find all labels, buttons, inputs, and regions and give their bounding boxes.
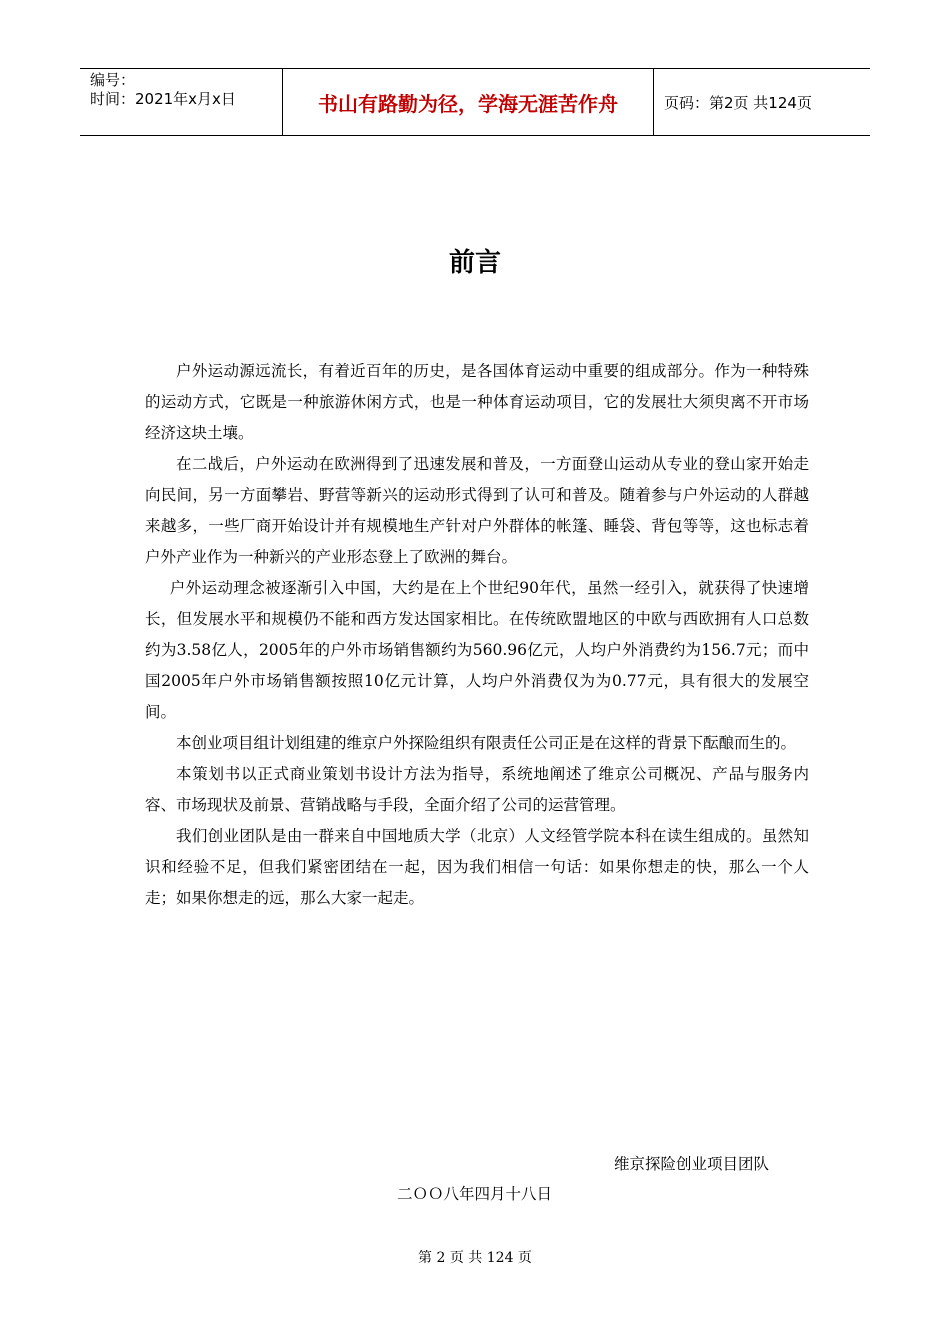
header-page-label: 页码：第2页 共124页 [664,93,812,112]
paragraph-1: 户外运动源远流长，有着近百年的历史，是各国体育运动中重要的组成部分。作为一种特殊的运动方式，它既是一种旅游休闲方式，也是一种体育运动项目，它的发展壮大须臾离不开市场经济这块土壤。 [145,362,809,442]
header-meta [80,69,282,135]
paragraph-4: 本创业项目组计划组建的维京户外探险组织有限责任公司正是在这样的背景下酝酿而生的。 [176,734,797,752]
header-time-label: 时间：2021年x月x日 [90,90,236,108]
header-number-label: 编号： [90,71,136,89]
page-title: 前言 [448,248,501,278]
page-footer: 第 2 页 共 124 页 [418,1250,532,1266]
paragraph-5: 本策划书以正式商业策划书设计方法为指导，系统地阐述了维京公司概况、产品与服务内容、市场现状及前景、营销战略与手段，全面介绍了公司的运营管理。 [145,765,809,814]
header-motto: 书山有路勤为径，学海无涯苦作舟 [282,69,654,135]
paragraph-3: 户外运动理念被逐渐引入中国，大约是在上个世纪90年代，虽然一经引入，就获得了快速增长，但发展水平和规模仍不能和西方发达国家相比。在传统欧盟地区的中欧与西欧拥有人口总数约为3.58亿人，2005年的户外市场销售额约为560.96亿元，人均户外消费约为156.7元；而中国2005年户外市场销售额按照10亿元计算，人均户外消费仅为为0.77元，具有很大的发展空间。 [145,579,809,721]
paragraph-6: 我们创业团队是由一群来自中国地质大学（北京）人文经管学院本科在读生组成的。虽然知识和经验不足，但我们紧密团结在一起，因为我们相信一句话：如果你想走的快，那么一个人走；如果你想走的远，那么大家一起走。 [145,827,809,907]
signature-date: 二ＯＯ八年四月十八日 [397,1185,553,1203]
body-text [145,356,809,914]
page-header [80,68,870,136]
paragraph-2: 在二战后，户外运动在欧洲得到了迅速发展和普及，一方面登山运动从专业的登山家开始走向民间，另一方面攀岩、野营等新兴的运动形式得到了认可和普及。随着参与户外运动的人群越来越多，一些厂商开始设计并有规模地生产针对户外群体的帐篷、睡袋、背包等等，这也标志着户外产业作为一种新兴的产业形态登上了欧洲的舞台。 [145,455,809,566]
signature-team: 维京探险创业项目团队 [614,1155,770,1173]
